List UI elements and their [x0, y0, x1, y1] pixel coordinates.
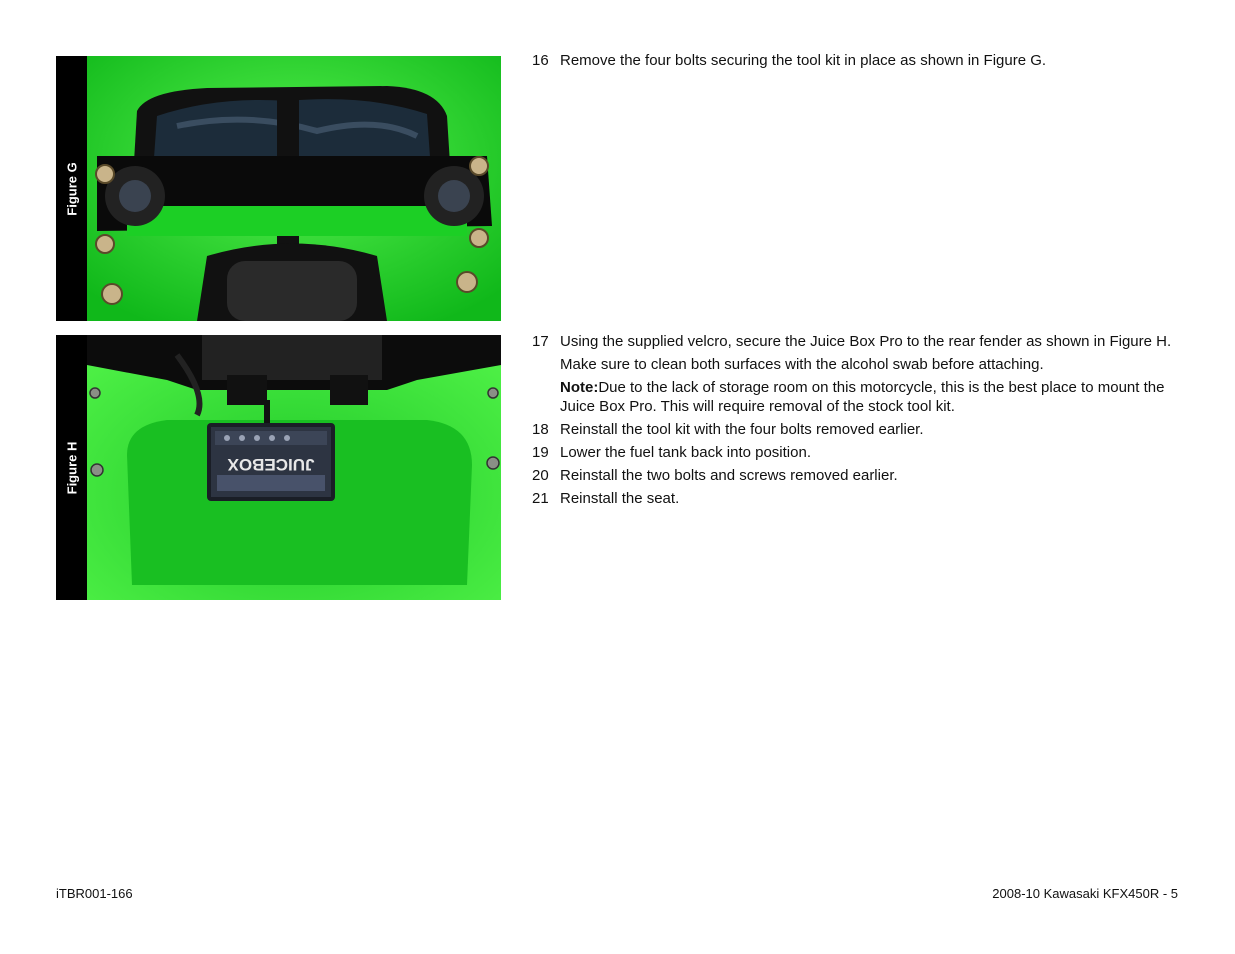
instruction-steps-group-1: [532, 51, 1182, 74]
document-id: iTBR001-166: [56, 886, 133, 901]
figure-h: [56, 335, 501, 600]
figure-h-photo: [87, 335, 501, 600]
figure-g-label-bar: [56, 56, 87, 321]
step-17: [532, 332, 1182, 416]
step-21: [532, 489, 1182, 508]
juicebox-device-text: JUICEBOX: [227, 455, 315, 474]
figure-h-label-bar: [56, 335, 87, 600]
page-footer-title: 2008-10 Kawasaki KFX450R - 5: [992, 886, 1178, 901]
step-note: [560, 378, 1182, 416]
step-text: Reinstall the tool kit with the four bolts removed earlier.: [560, 421, 924, 438]
step-number: 19: [532, 444, 549, 461]
step-text: Reinstall the seat.: [560, 490, 680, 507]
step-18: [532, 420, 1182, 439]
note-text: Due to the lack of storage room on this motorcycle, this is the best place to mount the Juice Box Pro. This will require removal of the stock tool kit.: [560, 379, 1165, 415]
step-number: 21: [532, 490, 549, 507]
step-text: Remove the four bolts securing the tool kit in place as shown in Figure G.: [560, 52, 1047, 69]
step-text: Reinstall the two bolts and screws removed earlier.: [560, 467, 898, 484]
step-19: [532, 443, 1182, 462]
figure-h-label: Figure H: [64, 441, 79, 494]
step-number: 18: [532, 421, 549, 438]
step-number: 20: [532, 467, 549, 484]
step-number: 17: [532, 333, 549, 350]
figure-g-label: Figure G: [64, 161, 79, 216]
step-text: Using the supplied velcro, secure the Juice Box Pro to the rear fender as shown in Figure H.: [560, 333, 1172, 350]
figure-g-photo: [87, 56, 501, 321]
step-16: [532, 51, 1182, 70]
figure-g: [56, 56, 501, 321]
step-subtext: Make sure to clean both surfaces with the alcohol swab before attaching.: [560, 356, 1044, 373]
note-label: Note:: [560, 379, 599, 396]
instruction-steps-group-2: [532, 332, 1182, 512]
step-number: 16: [532, 52, 549, 69]
step-20: [532, 466, 1182, 485]
step-text: Lower the fuel tank back into position.: [560, 444, 811, 461]
